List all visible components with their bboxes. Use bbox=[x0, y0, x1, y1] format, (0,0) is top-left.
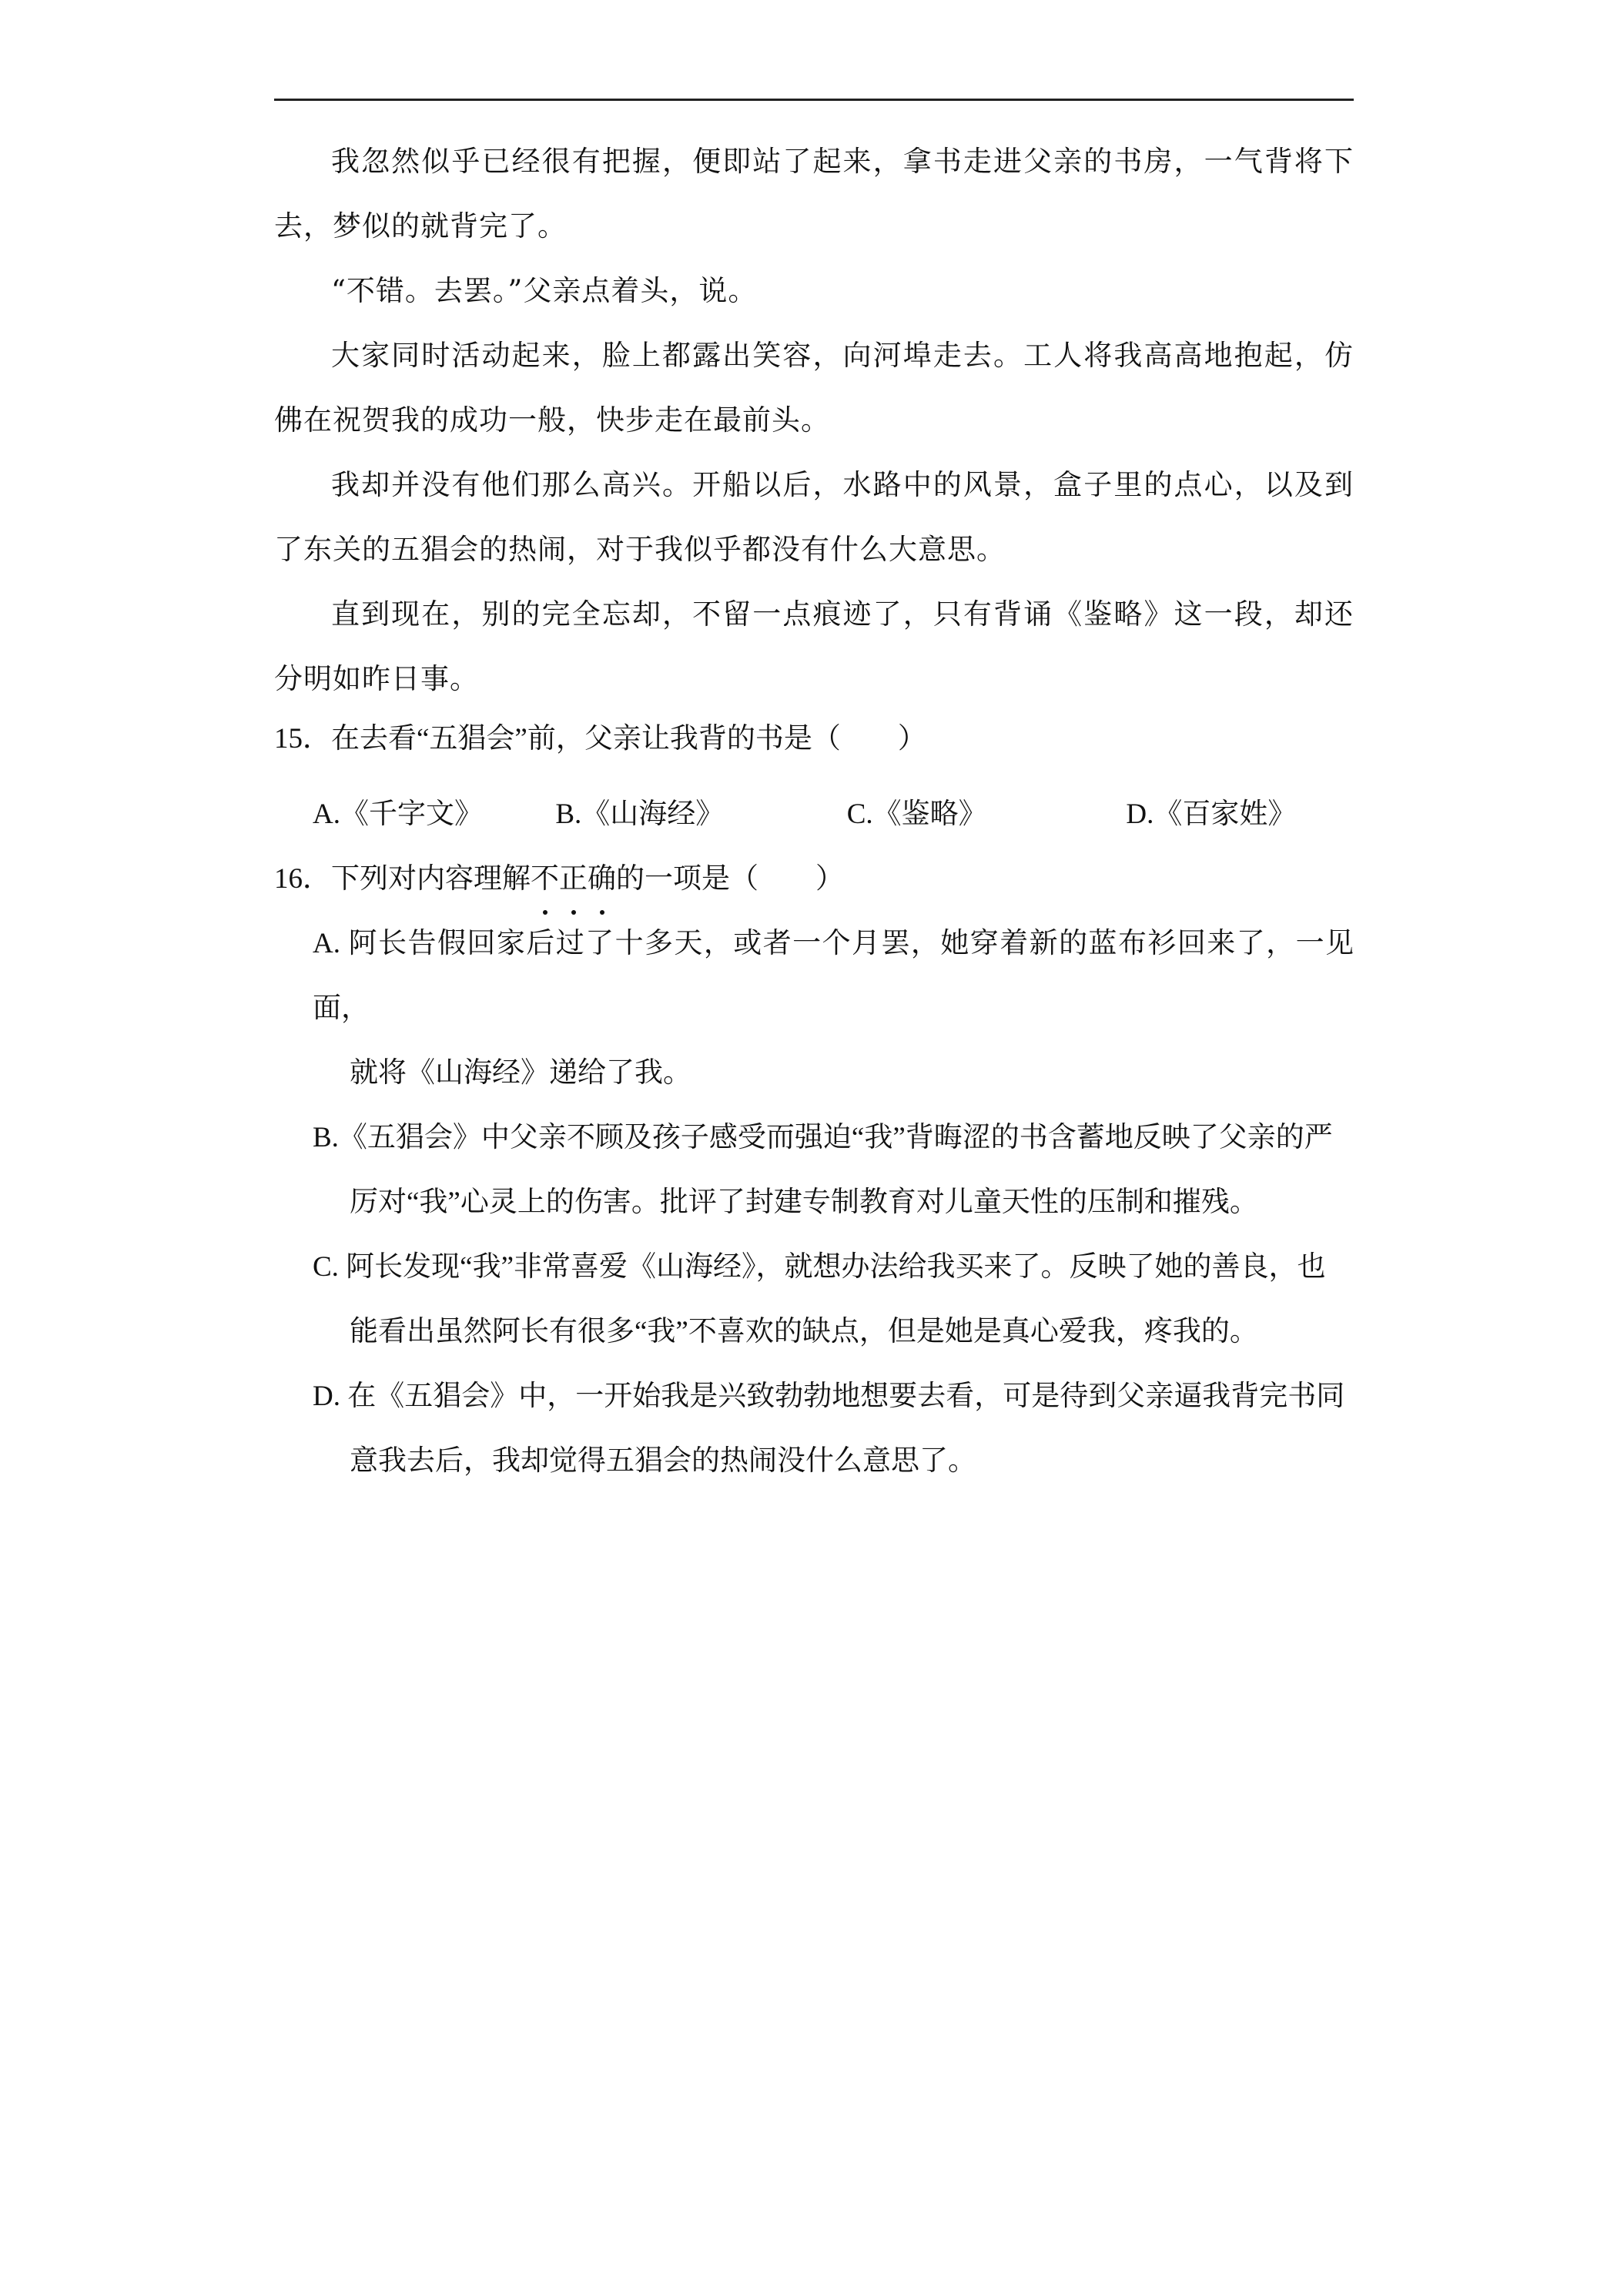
option-line: B.《五猖会》中父亲不顾及孩子感受而强迫“我”背晦涩的书含蓄地反映了父亲的严 bbox=[313, 1122, 1333, 1153]
header-rule bbox=[274, 99, 1354, 101]
question-15-options bbox=[313, 782, 1354, 847]
emphasis-dot-char: 正 bbox=[559, 847, 588, 912]
question-16-stem bbox=[274, 847, 1354, 912]
option-line: 就将《山海经》递给了我。 bbox=[350, 1057, 691, 1089]
question-16-option-b bbox=[313, 1106, 1354, 1235]
question-16-option-d bbox=[313, 1364, 1354, 1494]
question-15-option-c: C.《鉴略》 bbox=[846, 798, 987, 830]
question-16 bbox=[274, 847, 1354, 1494]
question-16-stem-start: 16．下列对内容理解 bbox=[274, 863, 531, 895]
passage-paragraph: 我忽然似乎已经很有把握，便即站了起来，拿书走进父亲的书房，一气背将下去，梦似的就背完了。 bbox=[274, 145, 1354, 243]
reading-passage bbox=[274, 129, 1354, 711]
passage-paragraph: “不错。去罢。”父亲点着头，说。 bbox=[331, 274, 758, 307]
question-16-stem-end: 的一项是（ ） bbox=[616, 863, 844, 895]
option-line: 意我去后，我却觉得五猖会的热闹没什么意思了。 bbox=[350, 1445, 976, 1477]
passage-paragraph: 大家同时活动起来，脸上都露出笑容，向河埠走去。工人将我高高地抱起，仿佛在祝贺我的成功一般，快步走在最前头。 bbox=[274, 339, 1354, 437]
option-line: D. 在《五猖会》中，一开始我是兴致勃勃地想要去看，可是待到父亲逼我背完书同 bbox=[313, 1381, 1345, 1412]
question-15-option-a: A.《千字文》 bbox=[313, 798, 483, 830]
option-line: C. 阿长发现“我”非常喜爱《山海经》，就想办法给我买来了。反映了她的善良，也 bbox=[313, 1251, 1326, 1283]
question-15-option-b: B.《山海经》 bbox=[555, 798, 725, 830]
option-line: 厉对“我”心灵上的伤害。批评了封建专制教育对儿童天性的压制和摧残。 bbox=[350, 1186, 1258, 1218]
questions-section bbox=[274, 707, 1354, 1494]
question-16-option-a bbox=[313, 912, 1354, 1106]
emphasis-dot-char: 确 bbox=[588, 847, 616, 912]
emphasis-dot-char: 不 bbox=[531, 847, 559, 912]
question-15-option-d: D.《百家姓》 bbox=[1126, 798, 1297, 830]
option-line: 能看出虽然阿长有很多“我”不喜欢的缺点，但是她是真心爱我，疼我的。 bbox=[350, 1316, 1258, 1347]
question-15-stem: 15．在去看“五猖会”前，父亲让我背的书是（ ） bbox=[274, 723, 926, 755]
option-line: A. 阿长告假回家后过了十多天，或者一个月罢，她穿着新的蓝布衫回来了，一见面， bbox=[313, 928, 1354, 1024]
question-15 bbox=[274, 707, 1354, 847]
question-16-option-c bbox=[313, 1235, 1354, 1364]
passage-paragraph: 我却并没有他们那么高兴。开船以后，水路中的风景，盒子里的点心，以及到了东关的五猖会的热闹，对于我似乎都没有什么大意思。 bbox=[274, 468, 1354, 566]
passage-paragraph: 直到现在，别的完全忘却，不留一点痕迹了，只有背诵《鉴略》这一段，却还分明如昨日事。 bbox=[274, 597, 1354, 695]
